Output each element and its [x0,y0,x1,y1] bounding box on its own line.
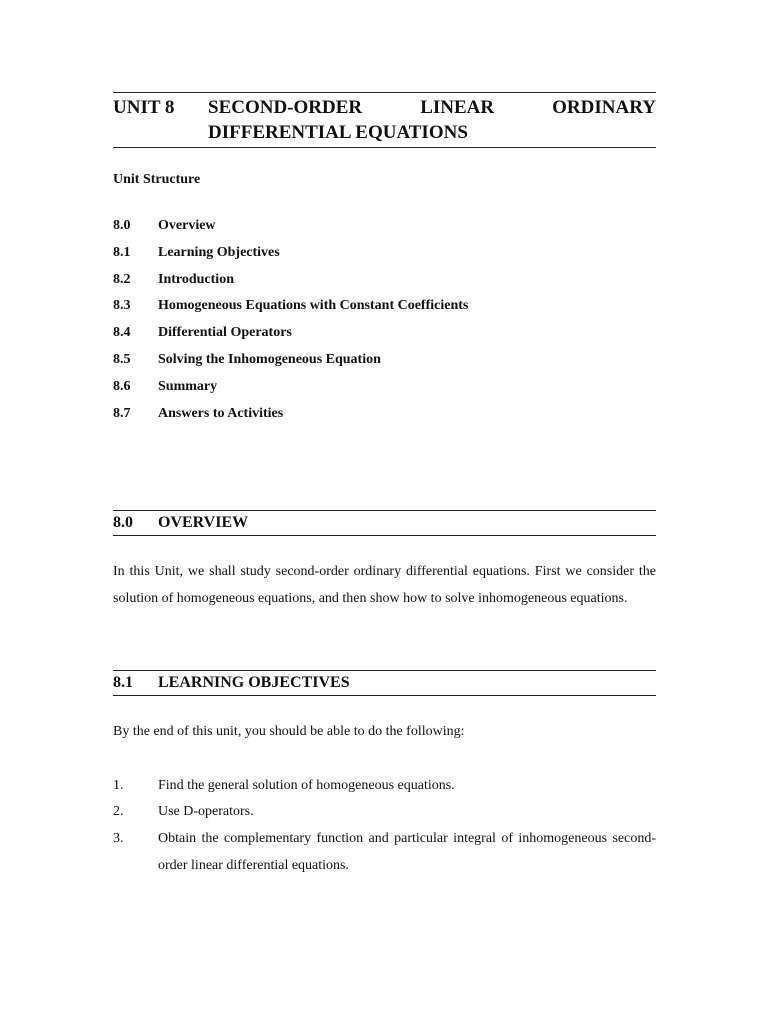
structure-item-number: 8.2 [113,271,131,287]
structure-item-label: Overview [158,218,216,233]
objectives-section [113,670,656,880]
structure-item-label: Differential Operators [158,325,292,341]
overview-paragraph: In this Unit, we shall study second-order ordinary differential equations. First we consider the solution of homogeneous equations, and then show how to solve inhomogeneous equations. [113,564,656,606]
objective-number: 2. [113,804,124,820]
structure-item [113,350,656,377]
section-bottom-rule [113,535,656,536]
unit-title-word: ORDINARY [552,97,656,118]
unit-title-row [113,93,656,147]
objective-text: Use D-operators. [158,804,254,820]
unit-title-line-1 [208,95,656,120]
objectives-intro: By the end of this unit, you should be able to do the following: [113,724,465,739]
objective-number: 3. [113,831,124,847]
structure-item-number: 8.5 [113,351,131,367]
objective-item [113,799,656,826]
structure-item-number: 8.1 [113,244,131,260]
unit-title [208,95,656,145]
structure-item [113,270,656,297]
objective-item [113,773,656,800]
structure-item [113,377,656,404]
section-heading [113,671,656,695]
overview-section [113,510,656,612]
bottom-rule [113,147,656,148]
structure-item [113,404,656,431]
structure-item-number: 8.7 [113,405,131,421]
structure-item-label: Answers to Activities [158,405,284,421]
objectives-list [113,773,656,880]
objective-text: Find the general solution of homogeneous equations. [158,777,455,793]
structure-item-label: Introduction [158,271,234,287]
unit-title-line-2: DIFFERENTIAL EQUATIONS [208,122,468,143]
objective-number: 1. [113,777,124,793]
unit-structure-list [113,216,656,430]
section-number: 8.0 [113,514,133,531]
section-number: 8.1 [113,674,133,691]
structure-item-number: 8.3 [113,298,131,314]
structure-item [113,216,656,243]
unit-structure-label: Unit Structure [113,172,201,187]
unit-header [113,92,656,148]
structure-item [113,323,656,350]
structure-item [113,243,656,270]
section-bottom-rule [113,695,656,696]
structure-item-label: Solving the Inhomogeneous Equation [158,351,381,367]
section-title: LEARNING OBJECTIVES [158,674,350,691]
unit-number: UNIT 8 [113,97,175,118]
unit-title-word: SECOND-ORDER [208,97,363,118]
section-title: OVERVIEW [158,514,249,531]
objective-item [113,826,656,880]
unit-title-word: LINEAR [420,97,495,118]
structure-item-label: Learning Objectives [158,244,280,260]
section-heading [113,511,656,535]
structure-item-label: Summary [158,378,218,394]
structure-item-number: 8.0 [113,218,131,233]
structure-item-number: 8.4 [113,325,131,341]
objective-text: Obtain the complementary function and particular integral of inhomogeneous second-order linear differential equations. [158,831,656,873]
structure-item-label: Homogeneous Equations with Constant Coefficients [158,298,469,314]
structure-item-number: 8.6 [113,378,131,394]
structure-item [113,296,656,323]
